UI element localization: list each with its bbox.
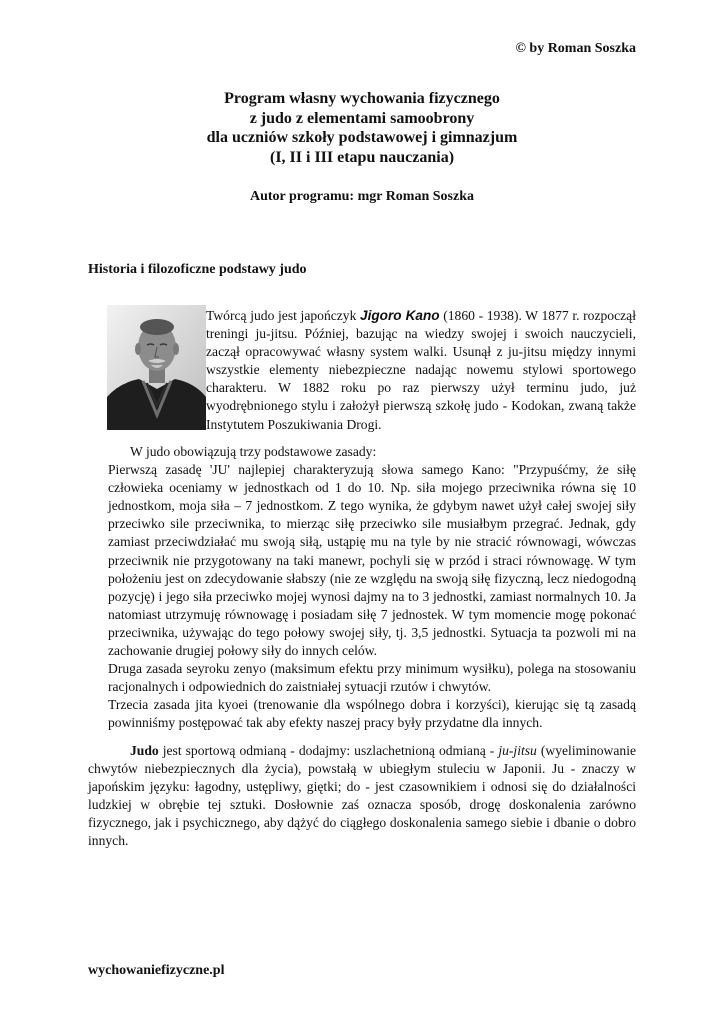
third-principle: Trzecia zasada jita kyoei (trenowanie dla wspólnego dobra i korzyści), kierując się tą zasadą powinniśmy postępować tak aby efekty naszej pracy były przydatne dla innych. xyxy=(108,697,636,731)
jigoro-kano-name: Jigoro Kano xyxy=(360,308,440,323)
footer-site-name: wychowaniefizyczne.pl xyxy=(88,963,225,978)
first-principle: Pierwszą zasadę 'JU' najlepiej charakteryzują słowa samego Kano: "Przypuśćmy, że siłę człowieka oceniamy w jednostkach od 1 do 10. Np. siła mojego przeciwnika równa się 10 jednostkom, moja siła – 7 jednostkom. Z tego wynika, że gdybym nawet użył całej swojej siły przeciwko sile przeciwnika, to mierząc siłę przeciwko sile musiałbym przegrać. Jednak, gdy zamiast przeciwdziałać mu swoją siłą, ustąpię mu na tyle by nie stracić równowagi, wówczas przeciwnik nie przygotowany na taki manewr, pochyli się w przód i straci równowagę. W tym położeniu jest on zdecydowanie słabszy (nie ze względu na swoją siłę fizyczną, lecz niedogodną pozycję) i jego siła przeciwko mojej wynosi dajmy na to 3 jednostki, zamiast normalnych 10. Ja natomiast utrzymuję równowagę i posiadam siłę 7 jednostek. W tym momencie mogę pokonać przeciwnika, używając do tego połowy swojej siły, tj. 3,5 jednostki. Sytuacja ta pozwoli mi na zachowanie drugiej połowy siły do innych celów. xyxy=(108,462,636,659)
judo-text-part-1: jest sportową odmianą - dodajmy: uszlachetnioną odmianą - xyxy=(158,743,499,758)
title-line-2: z judo z elementami samoobrony xyxy=(249,109,475,127)
principles-lead: W judo obowiązują trzy podstawowe zasady: xyxy=(130,444,377,459)
document-title xyxy=(0,89,724,167)
section-heading: Historia i filozoficzne podstawy judo xyxy=(88,262,307,277)
principles-section xyxy=(108,443,636,733)
second-principle: Druga zasada seyroku zenyo (maksimum efektu przy minimum wysiłku), polega na stosowaniu racjonalnych i odpowiednich do zaistniałej sytuacji rzutów i chwytów. xyxy=(108,661,636,695)
intro-paragraph xyxy=(206,307,636,434)
copyright-notice: © by Roman Soszka xyxy=(515,41,636,56)
title-line-1: Program własny wychowania fizycznego xyxy=(224,90,500,107)
jujitsu-term: ju-jitsu xyxy=(498,743,537,758)
judo-definition-paragraph xyxy=(88,742,636,851)
portrait-photo xyxy=(107,305,206,430)
author-line: Autor programu: mgr Roman Soszka xyxy=(249,189,474,204)
intro-suffix: (1860 - 1938). W 1877 r. rozpoczął treningi ju-jitsu. Później, bazując na wiedzy swojej i swoich nauczycieli, zaczął opracowywać własny system walki. Usunął z ju-jitsu między innymi wszystkie elementy niebezpieczne nadając nowemu stylowi sportowego charakteru. W 1882 roku po raz pierwszy użył terminu judo, już wyodrębnionego stylu i założył pierwszą szkołę judo - Kodokan, zwaną także Instytutem Poszukiwania Drogi. xyxy=(206,308,636,432)
judo-text-part-2: (wyeliminowanie chwytów niebezpiecznych dla życia), powstałą w ubiegłym stuleciu w Japonii. Ju - znaczy w japońskim języku: łagodny, ustępliwy, giętki; do - jest czasownikiem i odnosi się do działalności ludzkiej w obrębie tej sztuki. Dosłownie zaś oznacza sposób, drogę doskonalenia zarówno fizycznego, jak i psychicznego, aby dążyć do ciągłego doskonalenia samego siebie i dbanie o dobro innych. xyxy=(88,743,637,849)
title-line-3: dla uczniów szkoły podstawowej i gimnazjum xyxy=(206,129,518,146)
judo-term: Judo xyxy=(130,743,159,758)
intro-prefix: Twórcą judo jest japończyk xyxy=(206,308,361,323)
title-line-4: (I, II i III etapu nauczania) xyxy=(269,148,455,166)
